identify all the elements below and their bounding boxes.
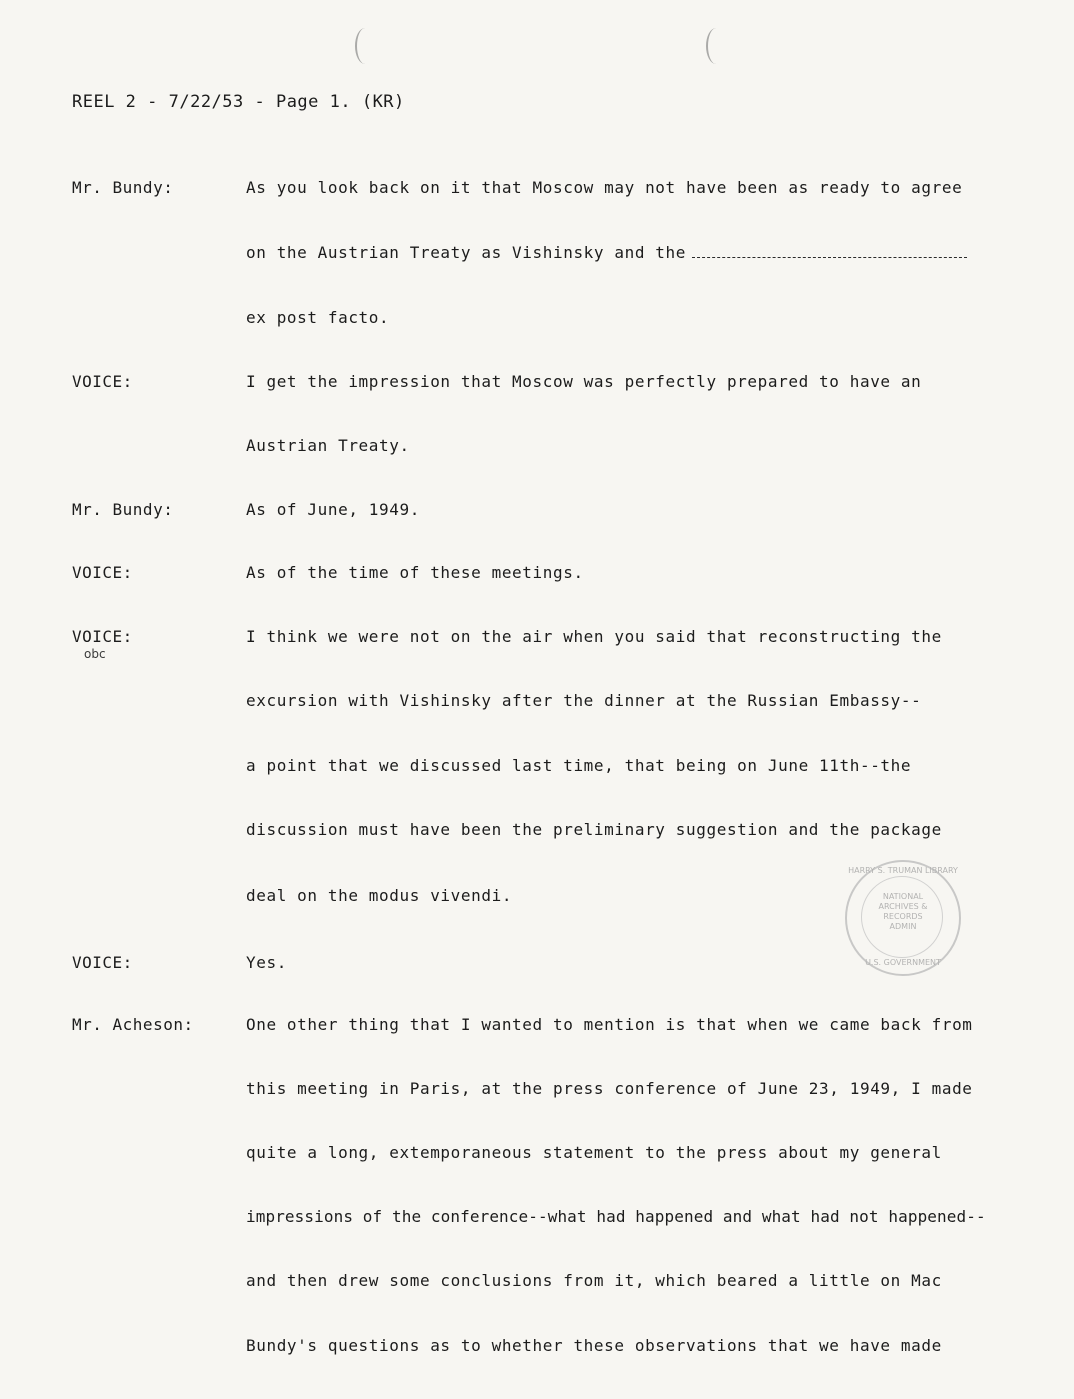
transcript-line: As of the time of these meetings. (246, 563, 584, 582)
speaker-label: VOICE: (72, 953, 133, 972)
transcript-line: quite a long, extemporaneous statement to the press about my general (246, 1143, 942, 1162)
speaker-label: VOICE: (72, 563, 133, 582)
transcript-line: ex post facto. (246, 308, 390, 327)
stamp-line: ARCHIVES & (878, 902, 928, 911)
stamp-bottom-text: U.S. GOVERNMENT (865, 958, 941, 967)
speaker-label: Mr. Bundy: (72, 178, 174, 197)
transcript-line: I think we were not on the air when you said that reconstructing the (246, 627, 942, 646)
blank-underline (692, 256, 967, 258)
speaker-label: VOICE: (72, 372, 133, 391)
transcript-line: Austrian Treaty. (246, 436, 410, 455)
transcript-line: discussion must have been the preliminary suggestion and the package (246, 820, 942, 839)
binder-hole-mark (355, 28, 375, 64)
transcript-line: this meeting in Paris, at the press conference of June 23, 1949, I made (246, 1079, 973, 1098)
transcript-line: As you look back on it that Moscow may not have been as ready to agree (246, 178, 963, 197)
transcript-line: impressions of the conference--what had happened and what had not happened-- (246, 1207, 986, 1226)
transcript-line: Bundy's questions as to whether these observations that we have made (246, 1336, 942, 1355)
transcript-line-with-blank (246, 243, 967, 262)
transcript-line: Yes. (246, 953, 287, 972)
transcript-line: One other thing that I wanted to mention is that when we came back from (246, 1015, 973, 1034)
speaker-label: Mr. Acheson: (72, 1015, 194, 1034)
stamp-top-text: HARRY S. TRUMAN LIBRARY (848, 866, 958, 875)
stamp-line: RECORDS (883, 912, 923, 921)
transcript-line: I get the impression that Moscow was perfectly prepared to have an (246, 372, 922, 391)
transcript-line-text: on the Austrian Treaty as Vishinsky and the (246, 243, 687, 262)
transcript-line: excursion with Vishinsky after the dinner at the Russian Embassy-- (246, 691, 922, 710)
stamp-line: ADMIN (889, 922, 917, 931)
transcript-line: deal on the modus vivendi. (246, 886, 513, 905)
stamp-line: NATIONAL (882, 892, 924, 901)
transcript-line: As of June, 1949. (246, 500, 420, 519)
transcript-line: a point that we discussed last time, that being on June 11th--the (246, 756, 912, 775)
archive-stamp (845, 860, 961, 976)
transcript-line: and then drew some conclusions from it, which beared a little on Mac (246, 1271, 942, 1290)
handwritten-margin-note: obc (84, 647, 106, 661)
stamp-center-text (847, 892, 959, 932)
speaker-label: Mr. Bundy: (72, 500, 174, 519)
binder-hole-mark (706, 28, 726, 64)
speaker-label: VOICE: (72, 627, 133, 646)
page-header: REEL 2 - 7/22/53 - Page 1. (KR) (72, 92, 405, 112)
